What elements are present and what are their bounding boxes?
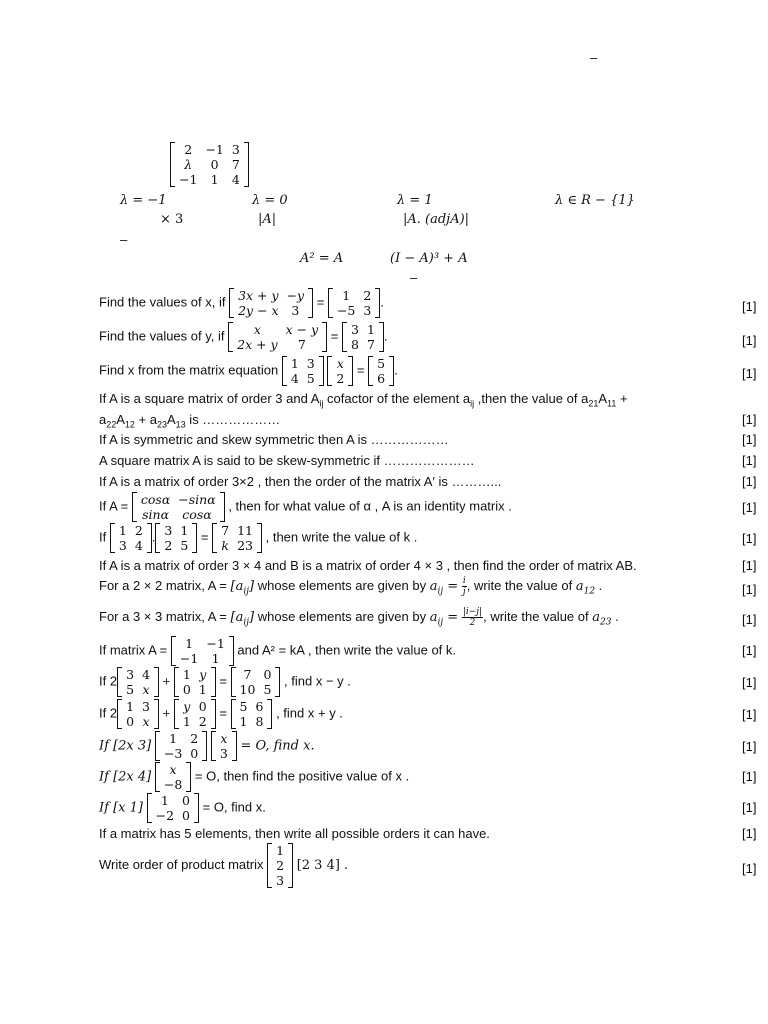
marks-12: [1] bbox=[742, 612, 757, 627]
expr-a-squared: A² = A bbox=[300, 251, 344, 266]
question-14: If 2 3 4 5 x + 1 y 0 1 = 7 0 10 5 , find x − y . bbox=[99, 667, 351, 697]
question-9: If 1 2 3 4 . 3 1 2 5 = 7 11 k 23 , then write the value of k . bbox=[99, 523, 418, 553]
question-8: If A = cosα −sinα sinα cosα , then for what value of α , A is an identity matrix . bbox=[99, 492, 512, 522]
question-17: If [2x 4] x −8 = O, then find the positive value of x . bbox=[99, 762, 410, 792]
marks-18: [1] bbox=[742, 800, 757, 815]
question-12: For a 3 × 3 matrix, $A = [a_{ij}]$ whose elements are given by $a_{ij}$ = $\frac{|i-j|}{2}$ , write the value of $a_{23}$ . bbox=[99, 607, 619, 628]
marks-3: [1] bbox=[742, 366, 757, 381]
marks-17: [1] bbox=[742, 769, 757, 784]
option-c: λ = 1 bbox=[397, 193, 433, 208]
det-label: |A| bbox=[258, 212, 277, 227]
marks-16: [1] bbox=[742, 739, 757, 754]
question-15: If 2 1 3 0 x + y 0 1 2 = 5 6 1 8 , find x + y . bbox=[99, 699, 343, 729]
marks-5: [1] bbox=[742, 432, 757, 447]
question-7: If A is a matrix of order 3×2 , then the order of the matrix A′ is ………... bbox=[99, 474, 502, 489]
question-13: If matrix A = 1 −1 −1 1 and A² = kA , then write the value of k. bbox=[99, 636, 457, 666]
question-20: Write order of product matrix 1 2 3 [2 3 4] . bbox=[99, 843, 349, 888]
question-4: If A is a square matrix of order 3 and $A_{ij}$ cofactor of the element $a_{ij}$ ,then the value of $a_{21}A_{11}$ + bbox=[99, 391, 628, 409]
marks-11: [1] bbox=[742, 582, 757, 597]
question-16: If [2x 3] 1 2 −3 0 x 3 = O, find x. bbox=[99, 731, 315, 761]
option-a: λ = −1 bbox=[120, 193, 167, 208]
marks-4: [1] bbox=[742, 412, 757, 427]
header-dash: – bbox=[590, 50, 598, 65]
marks-19: [1] bbox=[742, 826, 757, 841]
marks-7: [1] bbox=[742, 474, 757, 489]
expr-i-minus-a: (I − A)³ + A bbox=[390, 251, 468, 266]
question-3: Find x from the matrix equation 1 3 4 5 x 2 = 5 6 . bbox=[99, 356, 398, 386]
option-d: λ ∈ R − {1} bbox=[555, 193, 635, 208]
marks-8: [1] bbox=[742, 500, 757, 515]
marks-15: [1] bbox=[742, 707, 757, 722]
marks-10: [1] bbox=[742, 558, 757, 573]
marks-14: [1] bbox=[742, 675, 757, 690]
question-11: For a 2 × 2 matrix, $A = [a_{ij}]$ whose elements are given by $a_{ij}$ = $\frac{i}{j}$ , write the value of $a_{12}$ . bbox=[99, 576, 603, 597]
marks-20: [1] bbox=[742, 861, 757, 876]
order-label: × 3 bbox=[160, 212, 184, 227]
option-b: λ = 0 bbox=[252, 193, 288, 208]
dash-mark: – bbox=[120, 232, 128, 247]
question-2: Find the values of y, if x x − y 2x + y 7 = 3 1 8 7 . bbox=[99, 322, 388, 352]
question-1: Find the values of x, if 3x + y −y 2y − x 3 = 1 2 −5 3 . bbox=[99, 288, 384, 318]
question-5: If A is symmetric and skew symmetric then A is ……………… bbox=[99, 432, 449, 447]
question-6: A square matrix A is said to be skew-symmetric if ………………… bbox=[99, 453, 475, 468]
marks-2: [1] bbox=[742, 333, 757, 348]
question-4-line2: $a_{22}A_{12} + a_{23}A_{13}$ is ……………… bbox=[99, 412, 281, 430]
question-19: If a matrix has 5 elements, then write all possible orders it can have. bbox=[99, 826, 490, 841]
question-18: If [x 1] 1 0 −2 0 = O, find x. bbox=[99, 793, 266, 823]
dash-mark-2: – bbox=[410, 270, 418, 285]
marks-9: [1] bbox=[742, 531, 757, 546]
adj-label: |A. (adjA)| bbox=[403, 212, 470, 227]
question-10: If A is a matrix of order 3 × 4 and B is a matrix of order 4 × 3 , then find the order of matrix AB. bbox=[99, 558, 637, 573]
marks-13: [1] bbox=[742, 643, 757, 658]
marks-6: [1] bbox=[742, 453, 757, 468]
matrix-a: 2 −1 3 λ 0 7 −1 1 4 bbox=[170, 142, 249, 187]
marks-1: [1] bbox=[742, 299, 757, 314]
